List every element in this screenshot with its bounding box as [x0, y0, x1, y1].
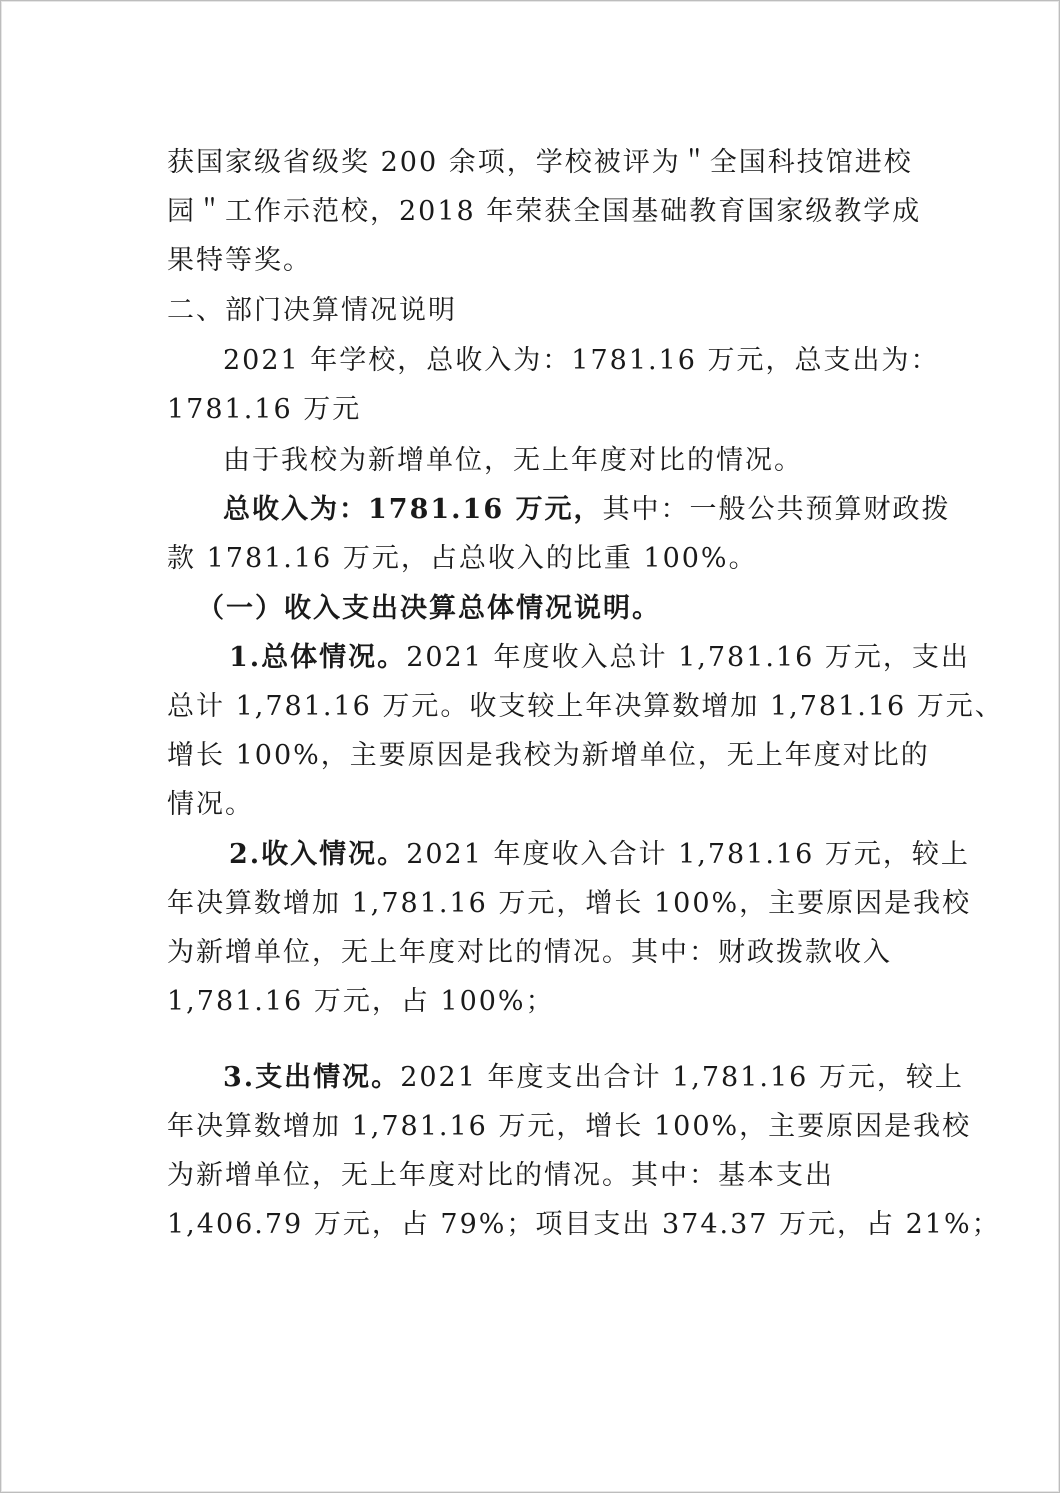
- bold-lead: 1.总体情况。: [229, 642, 407, 673]
- text-line: 果特等奖。: [167, 245, 312, 276]
- bold-lead: （一）收入支出决算总体情况说明。: [197, 593, 661, 624]
- text-line: 园＂工作示范校，2018 年荣获全国基础教育国家级教学成: [167, 196, 922, 227]
- text-line: 获国家级省级奖 200 余项，学校被评为＂全国科技馆进校: [167, 147, 913, 178]
- text-line: 1,406.79 万元，占 79%；项目支出 374.37 万元，占 21%；: [167, 1209, 1001, 1240]
- text-rest: 2021 年度收入总计 1,781.16 万元，支出: [406, 642, 970, 673]
- text-line: [229, 643, 970, 673]
- bold-lead: 2.收入情况。: [229, 839, 407, 870]
- text-line: 由于我校为新增单位，无上年度对比的情况。: [223, 445, 803, 476]
- text-line: 为新增单位，无上年度对比的情况。其中：财政拨款收入: [167, 937, 892, 968]
- text-line: 总计 1,781.16 万元。收支较上年决算数增加 1,781.16 万元、: [167, 691, 1004, 722]
- section-heading: 二、部门决算情况说明: [167, 295, 457, 326]
- text-line: 增长 100%，主要原因是我校为新增单位，无上年度对比的: [167, 740, 930, 771]
- text-line: 情况。: [167, 789, 254, 820]
- text-line: 年决算数增加 1,781.16 万元，增长 100%，主要原因是我校: [167, 1111, 972, 1142]
- text-line: 2021 年学校，总收入为：1781.16 万元，总支出为：: [223, 345, 940, 376]
- text-line: 年决算数增加 1,781.16 万元，增长 100%，主要原因是我校: [167, 888, 972, 919]
- text-rest: 2021 年度支出合计 1,781.16 万元，较上: [400, 1062, 964, 1093]
- text-line: 为新增单位，无上年度对比的情况。其中：基本支出: [167, 1160, 834, 1191]
- subsection-heading: [197, 594, 661, 624]
- text-line: 款 1781.16 万元，占总收入的比重 100%。: [167, 543, 758, 574]
- text-line: [229, 840, 970, 870]
- text-line: [223, 1063, 964, 1093]
- text-line: 1781.16 万元: [167, 394, 362, 425]
- text-rest: 其中：一般公共预算财政拨: [602, 494, 951, 525]
- text-line: [223, 495, 951, 525]
- bold-lead: 总收入为：1781.16 万元，: [223, 494, 603, 525]
- text-rest: 2021 年度收入合计 1,781.16 万元，较上: [406, 839, 970, 870]
- bold-lead: 3.支出情况。: [223, 1062, 401, 1093]
- text-line: 1,781.16 万元，占 100%；: [167, 986, 555, 1017]
